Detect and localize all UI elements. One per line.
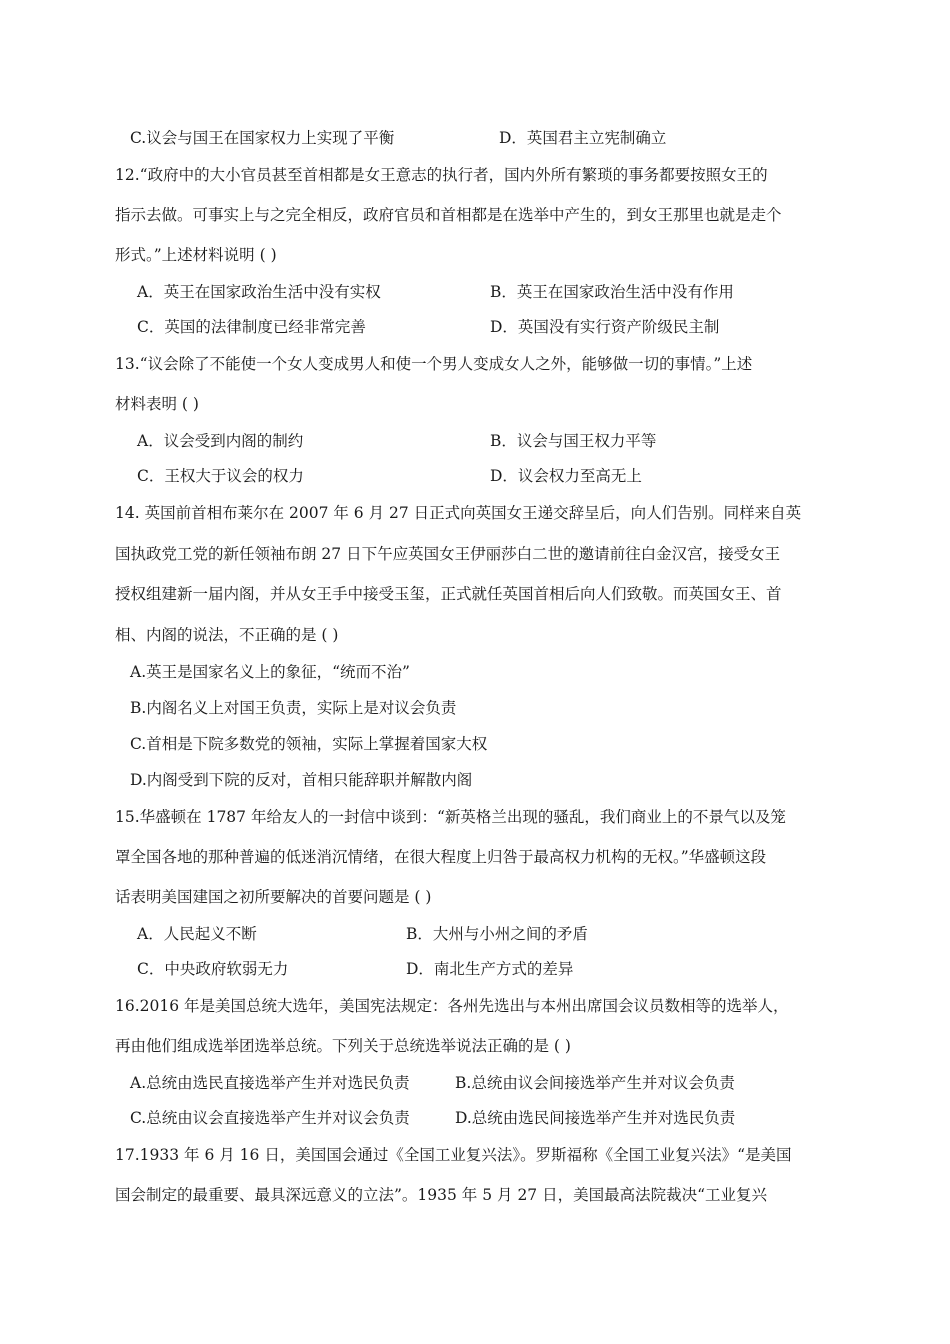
q12-stem-line-1: 12.“政府中的大小官员甚至首相都是女王意志的执行者，国内外所有繁琐的事务都要按照女王的 [115,166,768,184]
q14-stem-line-3: 授权组建新一届内阁，并从女王手中接受玉玺，正式就任英国首相后向人们致敬。而英国女王、首 [115,585,782,603]
q13-option-d: D．议会权力至高无上 [490,467,642,485]
q15-option-d: D．南北生产方式的差异 [406,960,574,978]
q14-option-a: A.英王是国家名义上的象征，“统而不治” [130,663,410,681]
q16-stem-line-2: 再由他们组成选举团选举总统。下列关于总统选举说法正确的是 ( ) [115,1037,571,1055]
q14-option-d: D.内阁受到下院的反对，首相只能辞职并解散内阁 [130,771,473,789]
q16-stem-line-1: 16.2016 年是美国总统大选年，美国宪法规定：各州先选出与本州出席国会议员数相等的选举人， [115,997,789,1015]
q11-option-d: D．英国君主立宪制确立 [499,129,667,147]
q16-option-a: A.总统由选民直接选举产生并对选民负责 [130,1074,410,1092]
q13-stem-line-2: 材料表明 ( ) [115,395,199,413]
q17-stem-line-1: 17.1933 年 6 月 16 日，美国国会通过《全国工业复兴法》。罗斯福称《全国工业复兴法》“是美国 [115,1146,792,1164]
q16-option-c: C.总统由议会直接选举产生并对议会负责 [130,1109,410,1127]
q14-option-b: B.内阁名义上对国王负责，实际上是对议会负责 [130,699,457,717]
q13-option-a: A．议会受到内阁的制约 [137,432,304,450]
q15-stem-line-2: 罩全国各地的那种普遍的低迷消沉情绪，在很大程度上归咎于最高权力机构的无权。”华盛顿这段 [115,848,767,866]
q12-option-b: B．英王在国家政治生活中没有作用 [490,283,734,301]
q15-option-b: B．大州与小州之间的矛盾 [406,925,588,943]
q12-stem-line-3: 形式。”上述材料说明 ( ) [115,246,277,264]
q14-stem-line-1: 14. 英国前首相布莱尔在 2007 年 6 月 27 日正式向英国女王递交辞呈后，向人们告别。同样来自英 [115,504,802,522]
q15-option-a: A．人民起义不断 [137,925,257,943]
q13-option-c: C．王权大于议会的权力 [137,467,304,485]
q17-stem-line-2: 国会制定的最重要、最具深远意义的立法”。1935 年 5 月 27 日，美国最高法院裁决“工业复兴 [115,1186,768,1204]
q11-option-c: C.议会与国王在国家权力上实现了平衡 [130,129,395,147]
q15-stem-line-3: 话表明美国建国之初所要解决的首要问题是 ( ) [115,888,432,906]
q12-stem-line-2: 指示去做。可事实上与之完全相反，政府官员和首相都是在选举中产生的，到女王那里也就是走个 [115,206,782,224]
q14-stem-line-4: 相、内阁的说法，不正确的是 ( ) [115,626,339,644]
q12-option-a: A．英王在国家政治生活中没有实权 [137,283,381,301]
q12-option-d: D．英国没有实行资产阶级民主制 [490,318,720,336]
q16-option-b: B.总统由议会间接选举产生并对议会负责 [455,1074,735,1092]
q16-option-d: D.总统由选民间接选举产生并对选民负责 [455,1109,736,1127]
q13-stem-line-1: 13.“议会除了不能使一个女人变成男人和使一个男人变成女人之外，能够做一切的事情。”上述 [115,355,753,373]
q12-option-c: C．英国的法律制度已经非常完善 [137,318,366,336]
q15-option-c: C．中央政府软弱无力 [137,960,289,978]
q15-stem-line-1: 15.华盛顿在 1787 年给友人的一封信中谈到：“新英格兰出现的骚乱，我们商业上的不景气以及笼 [115,808,786,826]
q14-stem-line-2: 国执政党工党的新任领袖布朗 27 日下午应英国女王伊丽莎白二世的邀请前往白金汉宫，接受女王 [115,545,781,563]
q13-option-b: B．议会与国王权力平等 [490,432,657,450]
q14-option-c: C.首相是下院多数党的领袖，实际上掌握着国家大权 [130,735,488,753]
